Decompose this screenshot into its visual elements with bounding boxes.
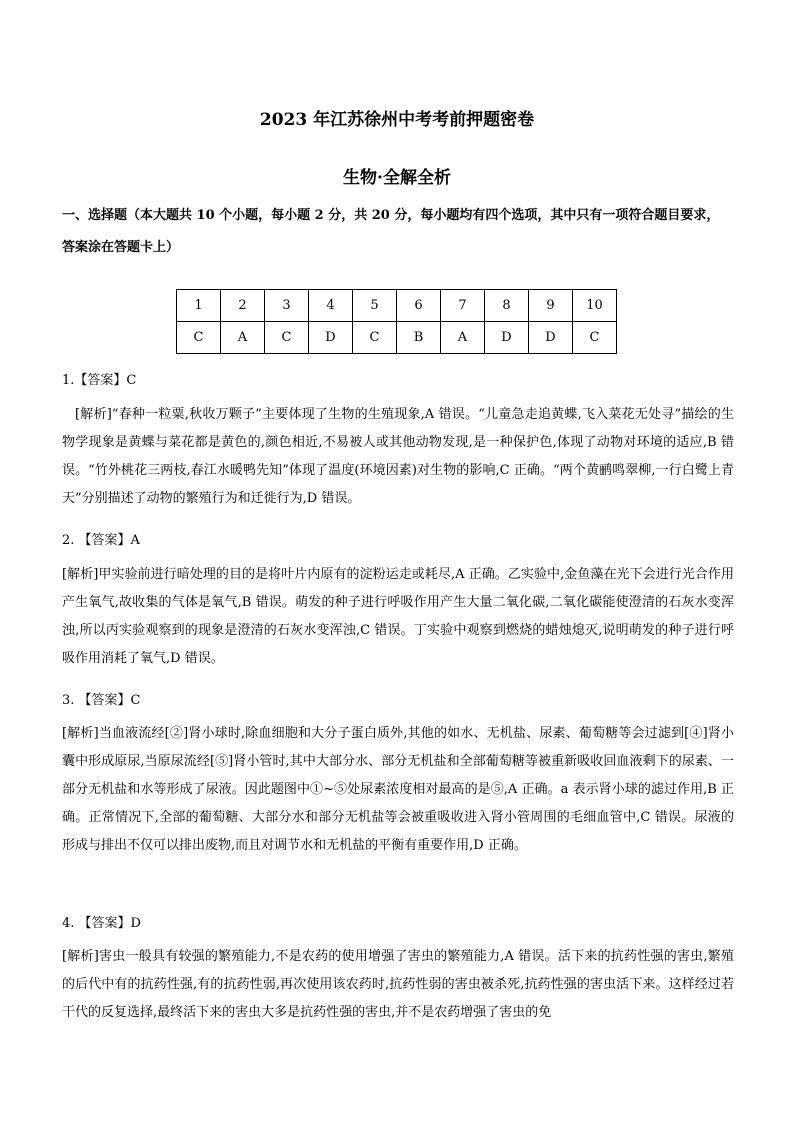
- document-subtitle: 生物·全解全析: [343, 168, 451, 188]
- answer-cell: D: [529, 322, 573, 354]
- q1-answer-label: 1.【答案】C: [62, 373, 137, 388]
- answer-table-answer-row: [177, 322, 617, 354]
- answer-cell: C: [265, 322, 309, 354]
- question-number-cell: 2: [221, 290, 265, 322]
- q3-analysis: [解析]当血液流经[②]肾小球时,除血细胞和大分子蛋白质外,其他的如水、无机盐、尿素、葡萄糖等会过滤到[④]肾小囊中形成原尿,当原尿流经[⑤]肾小管时,其中大部分水、部分无机盐和全部葡萄糖等被重新吸收回血液剩下的尿素、一部分无机盐和水等形成了尿液。因此题图中①~⑤处尿素浓度相对最高的是⑤,A 正确。a 表示肾小球的滤过作用,B 正确。正常情况下,全部的葡萄糖、大部分水和部分无机盐等会被重吸收进入肾小管周围的毛细血管中,C 错误。尿液的形成与排出不仅可以排出废物,而且对调节水和无机盐的平衡有重要作用,D 正确。: [62, 726, 734, 853]
- q4-analysis: [解析]害虫一般具有较强的繁殖能力,不是农药的使用增强了害虫的繁殖能力,A 错误。活下来的抗药性强的害虫,繁殖的后代中有的抗药性强,有的抗药性弱,再次使用该农药时,抗药性弱的害虫被杀死,抗药性强的害虫活下来。这样经过若干代的反复选择,最终活下来的害虫大多是抗药性强的害虫,并不是农药增强了害虫的免: [62, 949, 734, 1020]
- question-number-cell: 10: [573, 290, 617, 322]
- q4-answer-label: 4. 【答案】D: [62, 916, 141, 931]
- answer-cell: D: [309, 322, 353, 354]
- answer-table: [176, 289, 617, 354]
- question-number-cell: 6: [397, 290, 441, 322]
- question-number-cell: 8: [485, 290, 529, 322]
- question-number-cell: 5: [353, 290, 397, 322]
- question-number-cell: 1: [177, 290, 221, 322]
- question-number-cell: 4: [309, 290, 353, 322]
- answer-table-number-row: [177, 290, 617, 322]
- answer-cell: C: [177, 322, 221, 354]
- answer-cell: A: [221, 322, 265, 354]
- q3-answer-label: 3. 【答案】C: [62, 693, 141, 708]
- q1-analysis: [解析]“春种一粒粟,秋收万颗子”主要体现了生物的生殖现象,A 错误。“儿童急走追黄蝶,飞入菜花无处寻”描绘的生物学现象是黄蝶与菜花都是黄色的,颜色相近,不易被人或其他动物发现,是一种保护色,体现了动物对环境的适应,B 错误。“竹外桃花三两枝,春江水暖鸭先知”体现了温度(环境因素)对生物的影响,C 正确。“两个黄鹂鸣翠柳,一行白鹭上青天”分别描述了动物的繁殖行为和迁徙行为,D 错误。: [62, 407, 734, 506]
- answer-cell: D: [485, 322, 529, 354]
- question-number-cell: 9: [529, 290, 573, 322]
- q2-answer-label: 2. 【答案】A: [62, 533, 140, 548]
- q2-analysis: [解析]甲实验前进行暗处理的目的是将叶片内原有的淀粉运走或耗尽,A 正确。乙实验中,金鱼藻在光下会进行光合作用产生氧气,故收集的气体是氧气,B 错误。萌发的种子进行呼吸作用产生大量二氧化碳,二氧化碳能使澄清的石灰水变浑浊,所以丙实验观察到的现象是澄清的石灰水变浑浊,C 错误。丁实验中观察到燃烧的蜡烛熄灭,说明萌发的种子进行呼吸作用消耗了氧气,D 错误。: [62, 567, 734, 666]
- section-heading: 一、选择题（本大题共 10 个小题，每小题 2 分，共 20 分，每小题均有四个选项，其中只有一项符合题目要求，答案涂在答题卡上）: [62, 208, 720, 255]
- answer-cell: C: [353, 322, 397, 354]
- answer-cell: A: [441, 322, 485, 354]
- document-title: 2023 年江苏徐州中考考前押题密卷: [259, 110, 535, 130]
- question-number-cell: 7: [441, 290, 485, 322]
- question-number-cell: 3: [265, 290, 309, 322]
- answer-cell: C: [573, 322, 617, 354]
- answer-cell: B: [397, 322, 441, 354]
